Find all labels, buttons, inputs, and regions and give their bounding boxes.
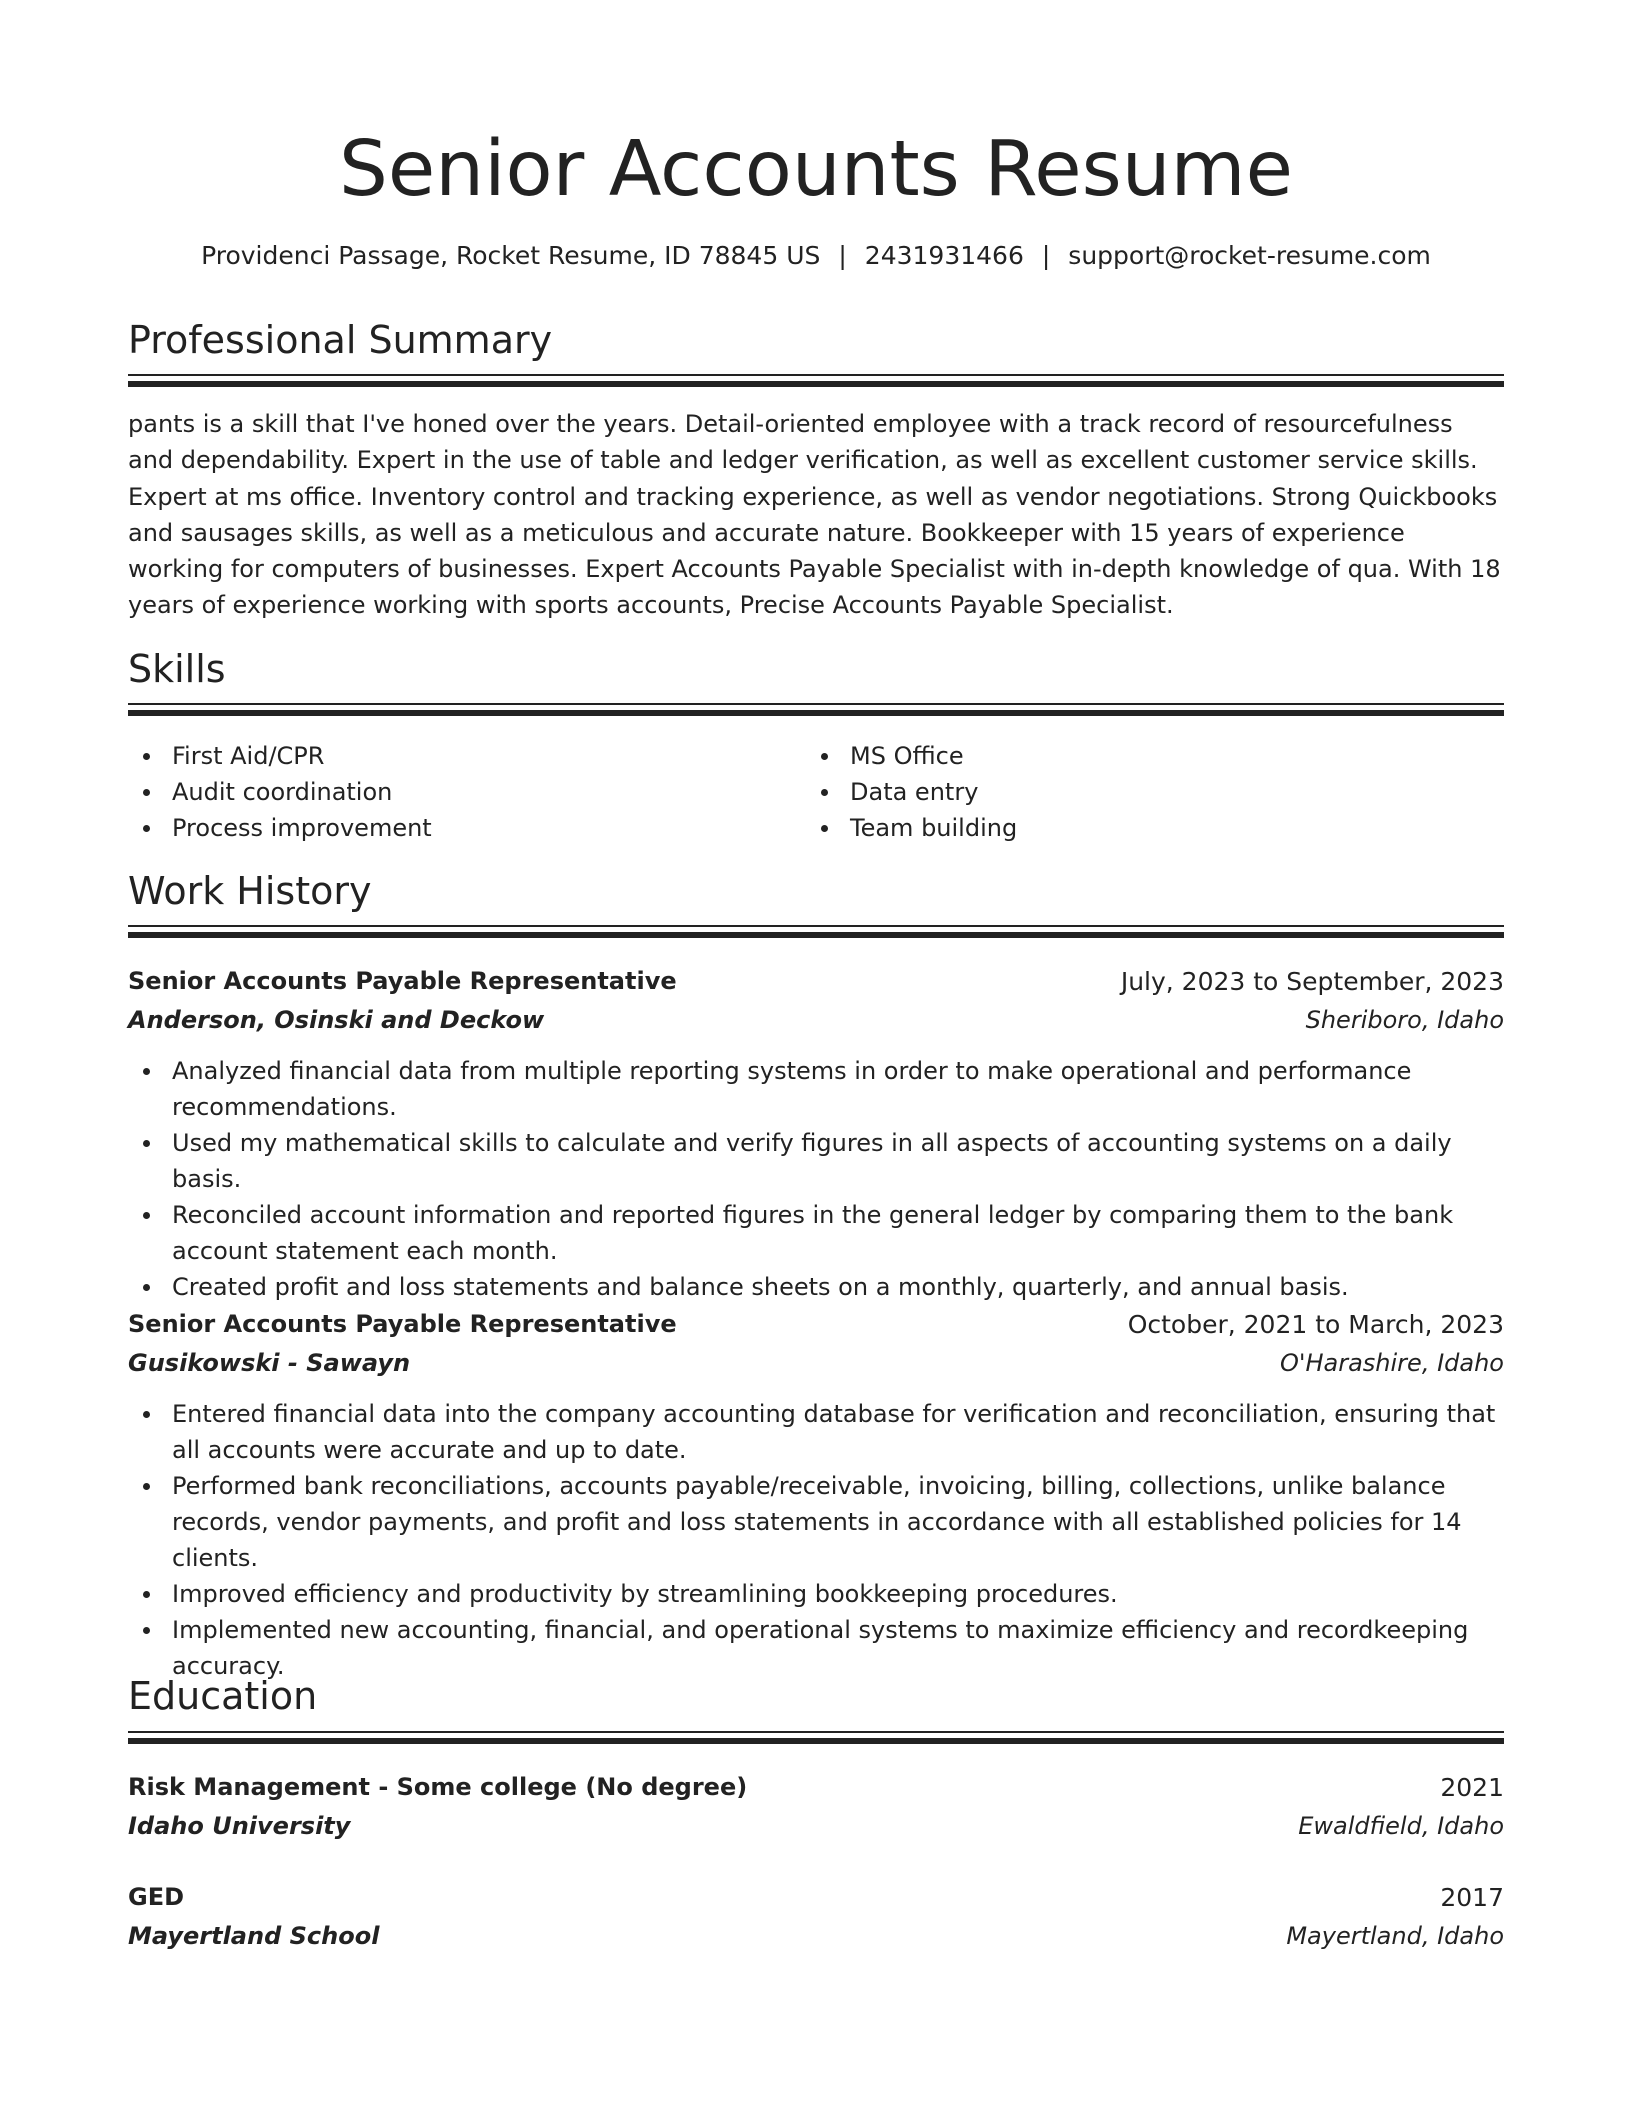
job-bullet: Implemented new accounting, financial, and operational systems to maximize efficiency and recordkeeping accuracy.	[128, 1612, 1504, 1684]
job-bullet: Used my mathematical skills to calculate and verify figures in all aspects of accounting systems on a daily basis.	[128, 1125, 1504, 1197]
job-bullet: Improved efficiency and productivity by streamlining bookkeeping procedures.	[128, 1576, 1504, 1612]
education-entry	[128, 1878, 1504, 1956]
education-year: 2017	[1440, 1883, 1504, 1912]
job-dates: October, 2021 to March, 2023	[1127, 1310, 1504, 1339]
skills-column-right	[806, 738, 1017, 846]
work-heading: Work History	[128, 869, 372, 913]
job-bullet: Created profit and loss statements and balance sheets on a monthly, quarterly, and annual basis.	[128, 1269, 1504, 1305]
section-divider	[128, 925, 1504, 927]
summary-section-header	[128, 316, 1504, 364]
job-bullets	[128, 1053, 1504, 1305]
section-divider	[128, 381, 1504, 387]
summary-text: pants is a skill that I've honed over the years. Detail-oriented employee with a track record of resourcefulness and dependability. Expert in the use of table and ledger verification, as well as excellent customer service skills. Expert at ms office. Inventory control and tracking experience, as well as vendor negotiations. Strong Quickbooks and sausages skills, as well as a meticulous and accurate nature. Bookkeeper with 15 years of experience working for computers of businesses. Expert Accounts Payable Specialist with in-depth knowledge of qua. With 18 years of experience working with sports accounts, Precise Accounts Payable Specialist.	[128, 410, 1501, 620]
skill-item: Process improvement	[128, 810, 432, 846]
section-divider	[128, 374, 1504, 376]
education-year: 2021	[1440, 1773, 1504, 1802]
job-company: Gusikowski - Sawayn	[128, 1349, 411, 1377]
job-bullet: Entered financial data into the company accounting database for verification and reconciliation, ensuring that all accounts were accurate and up to date.	[128, 1396, 1504, 1468]
education-section-header	[128, 1672, 1504, 1720]
contact-phone: 2431931466	[864, 241, 1024, 270]
section-divider	[128, 703, 1504, 705]
job-entry	[128, 1305, 1504, 1684]
section-divider	[128, 932, 1504, 938]
job-company: Anderson, Osinski and Deckow	[128, 1006, 545, 1034]
education-location: Mayertland, Idaho	[1286, 1922, 1504, 1950]
education-school: Mayertland School	[128, 1922, 380, 1950]
skill-item: Data entry	[806, 774, 1017, 810]
education-heading: Education	[128, 1674, 318, 1718]
job-entry	[128, 962, 1504, 1305]
skills-section-header	[128, 645, 1504, 693]
job-dates: July, 2023 to September, 2023	[1120, 967, 1504, 996]
job-location: O'Harashire, Idaho	[1279, 1349, 1504, 1377]
skill-item: MS Office	[806, 738, 1017, 774]
education-degree: GED	[128, 1883, 185, 1911]
job-bullet: Performed bank reconciliations, accounts payable/receivable, invoicing, billing, collections, unlike balance records, vendor payments, and profit and loss statements in accordance with all established policies for 14 clients.	[128, 1468, 1504, 1576]
work-section-header	[128, 867, 1504, 915]
section-divider	[128, 1738, 1504, 1744]
education-degree: Risk Management - Some college (No degree)	[128, 1773, 748, 1801]
resume-title: Senior Accounts Resume	[339, 125, 1293, 214]
section-divider	[128, 1731, 1504, 1733]
job-bullet: Reconciled account information and reported figures in the general ledger by comparing them to the bank account statement each month.	[128, 1197, 1504, 1269]
contact-separator: |	[1041, 241, 1051, 270]
job-title: Senior Accounts Payable Representative	[128, 1310, 677, 1338]
job-bullet: Analyzed financial data from multiple reporting systems in order to make operational and performance recommendations.	[128, 1053, 1504, 1125]
job-location: Sheriboro, Idaho	[1305, 1006, 1504, 1034]
job-bullets	[128, 1396, 1504, 1684]
contact-address: Providenci Passage, Rocket Resume, ID 78845 US	[201, 241, 821, 270]
education-entry	[128, 1768, 1504, 1846]
skill-item: First Aid/CPR	[128, 738, 432, 774]
education-location: Ewaldfield, Idaho	[1298, 1812, 1504, 1840]
skills-heading: Skills	[128, 647, 226, 691]
skills-column-left	[128, 738, 432, 846]
skill-item: Team building	[806, 810, 1017, 846]
contact-line	[128, 238, 1504, 274]
summary-heading: Professional Summary	[128, 318, 553, 362]
skill-item: Audit coordination	[128, 774, 432, 810]
contact-email: support@rocket-resume.com	[1068, 241, 1431, 270]
education-school: Idaho University	[128, 1812, 351, 1840]
contact-separator: |	[838, 241, 847, 270]
section-divider	[128, 710, 1504, 716]
job-title: Senior Accounts Payable Representative	[128, 967, 677, 995]
